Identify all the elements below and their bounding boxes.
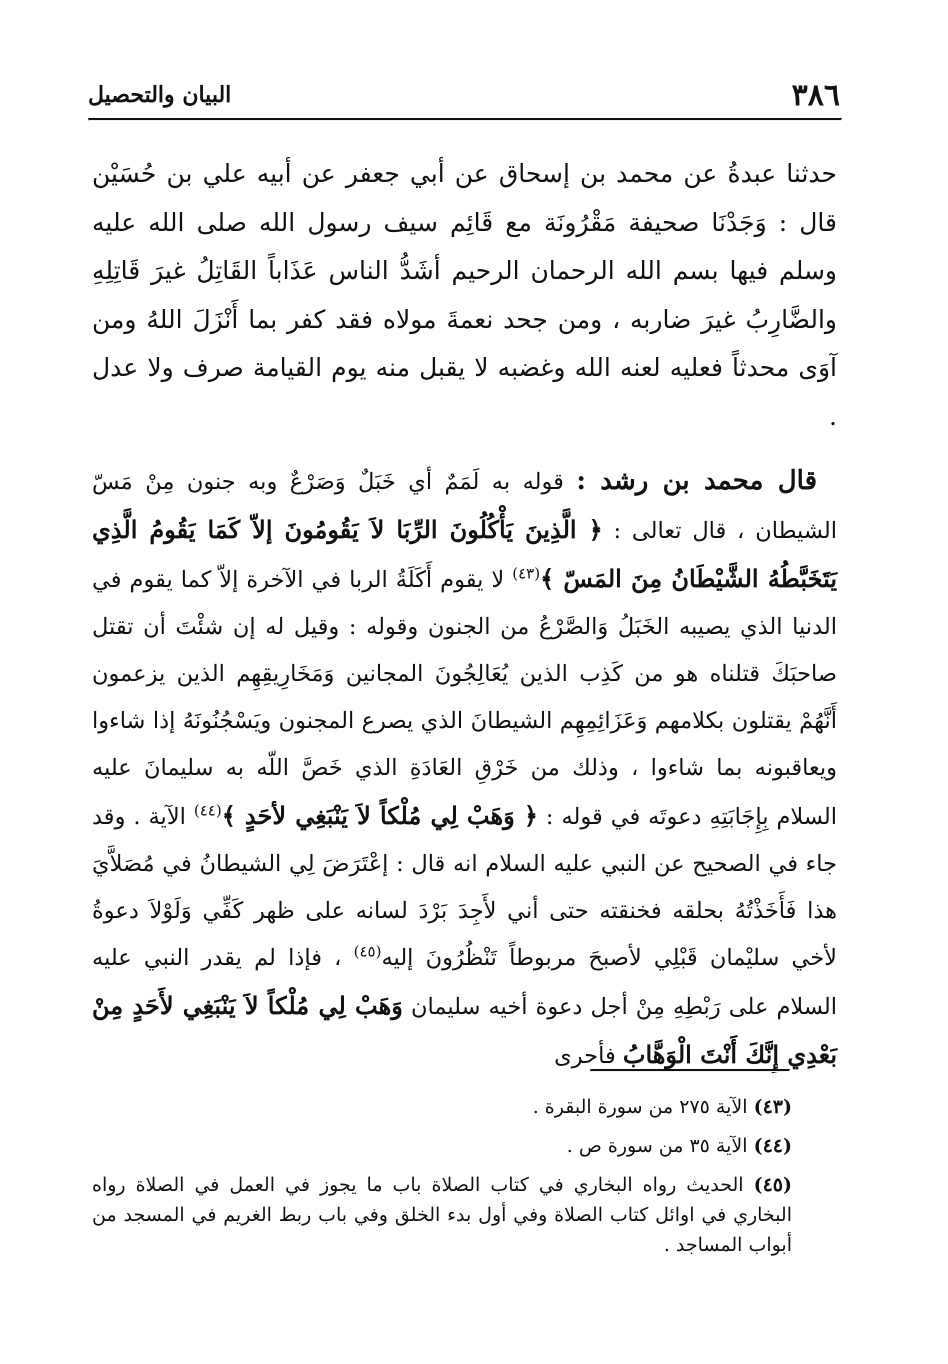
running-title: البيان والتحصيل bbox=[88, 82, 232, 108]
commentary-speaker: قال محمد بن رشد : bbox=[576, 465, 817, 496]
page-header bbox=[88, 78, 840, 112]
footnote-number: (٤٣) bbox=[753, 1096, 792, 1118]
footnote-text: الآية ٣٥ من سورة ص . bbox=[566, 1135, 748, 1157]
page-number: ٣٨٦ bbox=[791, 77, 840, 113]
footnote-text: الآية ٢٧٥ من سورة البقرة . bbox=[532, 1096, 748, 1118]
footnote-45 bbox=[92, 1170, 792, 1260]
footnote-rule bbox=[590, 1069, 790, 1072]
commentary-text-3: الآية . وقد جاء في الصحيح عن النبي عليه السلام انه قال : إعْتَرَضَ لِي الشيطانُ في مُصَلاَّيَ هذا فَأَخَذْتُهُ بحلقه فخنقته حتى أني لأَجِدَ بَرْدَ لسانه على ظهر كَفِّي وَلَوْلاَ دعوةُ لأخي سليْمان قَبْلِي لأصبحَ مربوطاً تَنْظُرُونَ إليه bbox=[92, 803, 837, 971]
footnote-ref-43: (٤٣) bbox=[512, 564, 541, 583]
paragraph-commentary bbox=[92, 458, 837, 1080]
footnote-number: (٤٥) bbox=[753, 1174, 792, 1196]
footnotes bbox=[92, 1092, 792, 1269]
commentary-text-4: ، فإذا لم يقدر النبي عليه السلام على رَبْطِهِ مِنْ أجل دعوة أخيه سليمان bbox=[92, 944, 837, 1020]
commentary-text-1: قوله به لَمَمٌ أي خَبَلٌ وَصَرْعٌ وبه جنون مِنْ مَسّ الشيطان ، قال تعالى : bbox=[92, 468, 837, 544]
paragraph-hadith: حدثنا عبدةُ عن محمد بن إسحاق عن أبي جعفر عن أبيه علي بن حُسَيْن قال : وَجَدْنَا صحيفة مَقْرُونَة مع قَائِم سيف رسول الله صلى الله عليه وسلم فيها بسم الله الرحمان الرحيم أشَدُّ الناس عَذَاباً القَاتِلُ غيرَ قَاتِلِهِ والضَّارِبُ غيرَ ضاربه ، ومن جحد نعمةَ مولاه فقد كفر بما أَنْزَلَ اللهُ ومن آوَى محدثاً فعليه لعنه الله وغضبه لا يقبل منه يوم القيامة صرف ولا عدل . bbox=[92, 159, 837, 431]
footnote-text: الحديث رواه البخاري في كتاب الصلاة باب ما يجوز في العمل في الصلاة رواه البخاري في اوائل كتاب الصلاة وفي أول بدء الخلق وفي باب ربط الغريم في المسجد من أبواب المساجد . bbox=[92, 1174, 792, 1256]
footnote-44 bbox=[92, 1131, 792, 1161]
quran-verse-3: وَهَبْ لِي مُلْكاً لاَ يَنْبَغِي لأَحَدٍ مِنْ بَعْدِي إِنَّكَ أَنْتَ الْوَهَّابُ bbox=[92, 990, 837, 1069]
commentary-text-5: فأحرى bbox=[554, 1042, 616, 1069]
quran-verse-2: ﴿ وَهَبْ لِي مُلْكاً لاَ يَنْبَغِي لأحَدٍ ﴾ bbox=[221, 800, 538, 830]
commentary-text-2: لا يقوم أَكَلَةُ الربا في الآخرة إلاّ كما يقوم في الدنيا الذي يصيبه الخَبَلُ وَالصَّرْعُ من الجنون وقوله : وقيل له إن شئْتَ أن تقتل صاحبَكَ قتلناه هو من كَذِب الذين يُعَالِجُونَ المجانين وَمَخَارِيقِهِم الذين يزعمون أَنَّهُمْ يقتلون بكلامهم وَعَزَائِمِهِم الشيطانَ الذي يصرع المجنون ويَسْجُنُونَهُ إذا شاءوا ويعاقبونه بما شاءوا ، وذلك من خَرْقِ العَادَةِ الذي خَصَّ اللّه به سليمانَ عليه السلام بِإِجَابَتِهِ دعوتَه في قوله : bbox=[92, 566, 837, 830]
footnote-43 bbox=[92, 1092, 792, 1122]
footnote-number: (٤٤) bbox=[753, 1135, 792, 1157]
quran-verse-1: ﴿ الَّذِينَ يَأْكُلُونَ الرِّبَا لاَ يَقُومُونَ إلاّ كَمَا يَقُومُ الَّذِي يَتَخَبَّطُهُ الشَّيْطَانُ مِنَ المَسّ ﴾ bbox=[92, 514, 838, 593]
header-rule bbox=[88, 118, 842, 121]
footnote-ref-44: (٤٤) bbox=[193, 801, 222, 820]
body-text bbox=[92, 150, 837, 1080]
footnote-ref-45: (٤٥) bbox=[353, 942, 382, 961]
